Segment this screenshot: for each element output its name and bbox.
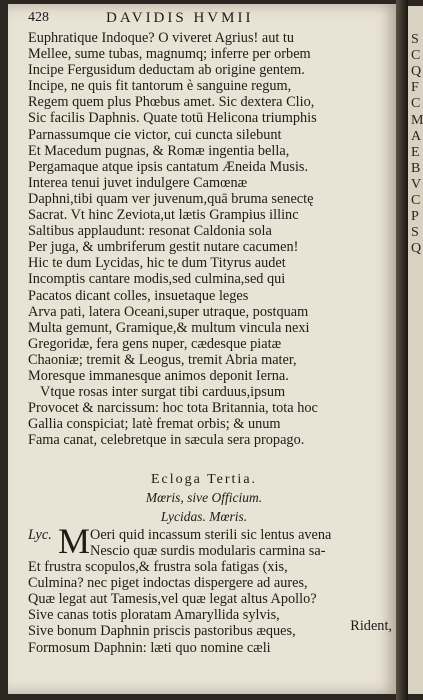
page-header: [28, 10, 388, 28]
facing-page-fragment: C: [411, 193, 421, 208]
poem-line: Multa gemunt, Gramique,& multum vincula nexi: [28, 319, 310, 336]
poem-line: Arva pati, latera Oceani,super utraque, postquam: [28, 303, 309, 320]
poem-line: Hic te dum Lycidas, hic te dum Tityrus audet: [28, 255, 286, 272]
poem-line: Vtque rosas inter surgat tibi carduus,ipsum: [40, 384, 286, 401]
poem-line: Provocet & narcissum: hoc tota Britannia, tota hoc: [28, 400, 318, 417]
facing-page-fragment: A: [411, 128, 422, 144]
eclogue-line: Formosum Daphnin: læti quo nomine cæli: [28, 639, 271, 656]
poem-line: Incipe Fergusidum deductam ab origine gentem.: [28, 62, 305, 79]
poem-line: Chaoniæ; tremit & Leogus, tremit Abria mater,: [28, 351, 297, 368]
eclogue-line: Culmina? nec piget indoctas dispergere ad aures,: [28, 575, 308, 592]
poem-line: Sic facilis Daphnis. Quate totū Helicona triumphis: [28, 110, 317, 127]
facing-page-fragment: M: [411, 112, 423, 128]
poem-line: Interea tenui juvet indulgere Camœnæ: [28, 174, 248, 191]
poem-line: Incipe, ne quis fit tantorum è sanguine regum,: [28, 78, 292, 95]
poem-line: Saltibus applaudunt: resonat Caldonia sola: [28, 223, 272, 240]
poem-line: Gregoridæ, fera gens nuper, cædesque piatæ: [28, 335, 282, 352]
facing-page-fragment: E: [411, 144, 420, 160]
book-gutter: [396, 0, 408, 700]
eclogue-subtitle: Mœris, sive Officium.: [145, 490, 263, 505]
page-number: 428: [28, 10, 49, 25]
facing-page-fragment: C: [411, 48, 421, 64]
facing-page-fragment: P: [411, 209, 419, 225]
poem-line: Per juga, & umbriferum gestit nutare cacumen!: [28, 239, 299, 256]
poem-line: Gallia conspiciat; latè fremat orbis; & unum: [28, 416, 281, 433]
speaker-label: Lyc.: [28, 527, 52, 543]
poem-line: Fama canat, celebretque in sæcula sera propago.: [28, 432, 305, 449]
eclogue-line: Sive canas totis ploratam Amaryllida sylvis,: [28, 607, 280, 624]
poem-line: Regem quem plus Phœbus amet. Sic dextera Clio,: [28, 94, 315, 111]
poem-body: [28, 30, 388, 448]
poem-line: Mellee, sume tubas, magnumq; inferre per orbem: [28, 46, 311, 63]
drop-cap: M: [58, 521, 91, 561]
eclogue-line-2: Nescio quæ surdis modularis carmina sa-: [90, 543, 326, 559]
section-title: Ecloga Tertia.: [150, 472, 258, 487]
eclogue-line: Et frustra scopulos,& frustra sola fatigas (xis,: [28, 559, 288, 575]
facing-page-fragment: S: [411, 225, 419, 241]
facing-page-fragment: F: [411, 80, 419, 96]
speakers-line: Lycidas. Mœris.: [160, 509, 248, 524]
running-head: DAVIDIS HVMII: [106, 10, 254, 26]
book-page: [8, 4, 400, 694]
poem-line: Moresque immanesque animos deponit Ierna.: [28, 367, 289, 384]
facing-page-fragment: B: [411, 160, 421, 176]
poem-line: Daphni,tibi quam ver juvenum,quā bruma senectę: [28, 190, 314, 207]
poem-line: Pergamaque atque ipsis cantatum Æneida Musis.: [28, 158, 309, 175]
poem-line: Incomptis cantare modis,sed culmina,sed qui: [28, 271, 286, 288]
poem-line: Et Macedum pugnas, & Romæ ingentia bella,: [28, 142, 290, 159]
facing-page-fragment: Q: [411, 64, 422, 80]
facing-page-edge: [408, 6, 423, 694]
eclogue-line-1: Oeri quid incassum sterili sic lentus avena: [90, 527, 332, 543]
poem-line: Pacatos dicant colles, insuetaque leges: [28, 287, 249, 304]
poem-line: Sacrat. Vt hinc Zeviota,ut lætis Grampius illinc: [28, 207, 299, 224]
facing-page-fragment: S: [411, 32, 419, 47]
facing-page-fragment: Q: [411, 241, 422, 257]
poem-line: Parnassumque cie victor, cui cuncta silebunt: [28, 126, 282, 143]
eclogue-line: Quæ legat aut Tamesis,vel quæ legat altus Apollo?: [28, 591, 317, 608]
facing-page-fragment: C: [411, 96, 421, 112]
poem-line: Euphratique Indoque? O viveret Agrius! aut tu: [28, 30, 295, 46]
eclogue-line: Sive bonum Daphnin priscis pastoribus æques,: [28, 623, 296, 640]
catchword: Rident,: [350, 618, 392, 634]
facing-page-fragment: V: [411, 176, 422, 192]
